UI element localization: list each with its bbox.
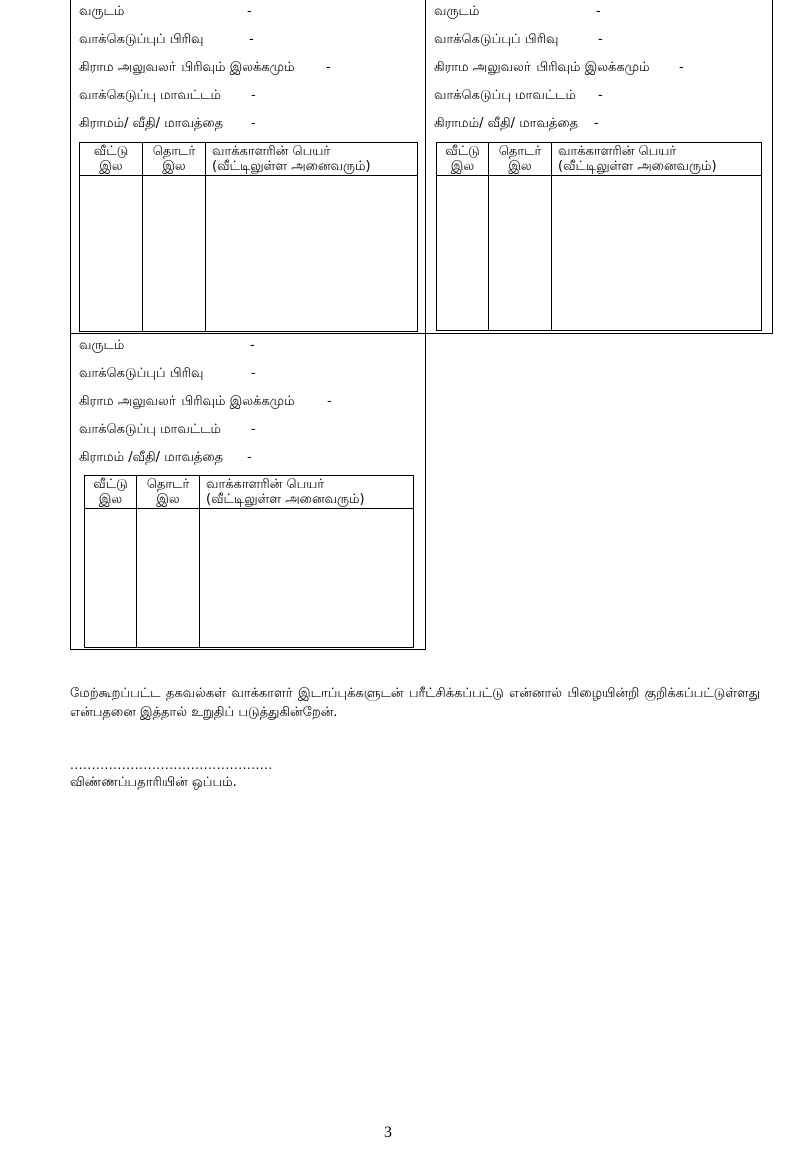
serial-no-header: தொடர் இல — [137, 476, 200, 509]
serial-no-header: தொடர் இல — [489, 143, 552, 176]
voter-table — [436, 142, 762, 331]
voter-name-header: வாக்காளரின் பெயர் (வீட்டிலுள்ள அனைவரும்) — [200, 476, 414, 509]
page-number: 3 — [384, 1124, 392, 1141]
house-no-cell — [437, 176, 489, 331]
field-gn-division-label: கிராம அலுவலா் பிரிவும் இலக்கமும் — [79, 394, 295, 409]
voter-table-header — [85, 476, 414, 509]
house-no-header: வீட்டு இல — [80, 143, 143, 176]
voter-table-header — [437, 143, 762, 176]
field-gn-division-sep: - — [327, 394, 332, 409]
field-polling-district-label: வாக்கெடுப்பு மாவட்டம் — [434, 88, 576, 103]
serial-no-cell — [137, 509, 200, 648]
field-gn-division-sep: - — [326, 60, 331, 75]
field-village-street-label: கிராமம் /வீதி/ மாவத்தை — [79, 450, 224, 465]
field-polling-district-sep: - — [251, 88, 256, 103]
field-polling-division-sep: - — [598, 32, 603, 47]
field-polling-district-sep: - — [251, 422, 256, 437]
field-village-street-sep: - — [251, 116, 256, 131]
field-year-sep: - — [250, 338, 255, 353]
voter-name-cell — [206, 176, 418, 332]
field-village-street-label: கிராமம்/ வீதி/ மாவத்தை — [434, 116, 579, 131]
serial-no-cell — [143, 176, 206, 332]
voter-table-header — [80, 143, 418, 176]
declaration-text: மேற்கூறப்பட்ட தகவல்கள் வாக்காளர் இடாப்புக்களுடன் பரீட்சிக்கப்பட்டு என்னால் பிழையின்றி குறிக்கப்பட்டுள்ளது என்பதனை இத்தால் உறுதிப் படுத்துகின்றேன். — [70, 686, 760, 720]
house-no-cell — [85, 509, 137, 648]
table-row — [80, 176, 418, 332]
voter-table — [79, 142, 418, 332]
field-gn-division-label: கிராம அலுவலா் பிரிவும் இலக்கமும் — [434, 60, 650, 75]
voter-name-header: வாக்காளரின் பெயர் (வீட்டிலுள்ள அனைவரும்) — [552, 143, 762, 176]
field-year-sep: - — [596, 4, 601, 19]
table-row — [437, 176, 762, 331]
field-polling-division-label: வாக்கெடுப்புப் பிரிவு — [79, 366, 204, 381]
field-polling-division-sep: - — [249, 32, 254, 47]
voter-name-cell — [552, 176, 762, 331]
field-polling-division-sep: - — [251, 366, 256, 381]
field-polling-district-label: வாக்கெடுப்பு மாவட்டம் — [79, 88, 221, 103]
field-year-label: வருடம் — [79, 338, 125, 353]
serial-no-header: தொடர் இல — [143, 143, 206, 176]
signature-line: ............................................... — [70, 758, 273, 772]
field-gn-division-sep: - — [679, 60, 684, 75]
field-gn-division-label: கிராம அலுவலா் பிரிவும் இலக்கமும் — [79, 60, 295, 75]
signature-label: விண்ணப்பதாரியின் ஒப்பம். — [70, 775, 237, 790]
table-row — [85, 509, 414, 648]
house-no-cell — [80, 176, 143, 332]
field-village-street-label: கிராமம்/ வீதி/ மாவத்தை — [79, 116, 224, 131]
voter-form-1 — [70, 0, 426, 334]
serial-no-cell — [489, 176, 552, 331]
field-year-label: வருடம் — [79, 4, 125, 19]
voter-form-3 — [70, 333, 426, 650]
field-polling-district-sep: - — [598, 88, 603, 103]
voter-name-cell — [200, 509, 414, 648]
field-village-street-sep: - — [247, 450, 252, 465]
field-polling-division-label: வாக்கெடுப்புப் பிரிவு — [434, 32, 559, 47]
voter-table — [84, 475, 414, 648]
field-polling-division-label: வாக்கெடுப்புப் பிரிவு — [79, 32, 204, 47]
voter-form-2 — [425, 0, 773, 334]
field-polling-district-label: வாக்கெடுப்பு மாவட்டம் — [79, 422, 221, 437]
field-year-sep: - — [247, 4, 252, 19]
house-no-header: வீட்டு இல — [437, 143, 489, 176]
house-no-header: வீட்டு இல — [85, 476, 137, 509]
voter-name-header: வாக்காளரின் பெயர் (வீட்டிலுள்ள அனைவரும்) — [206, 143, 418, 176]
field-village-street-sep: - — [594, 116, 599, 131]
field-year-label: வருடம் — [434, 4, 480, 19]
